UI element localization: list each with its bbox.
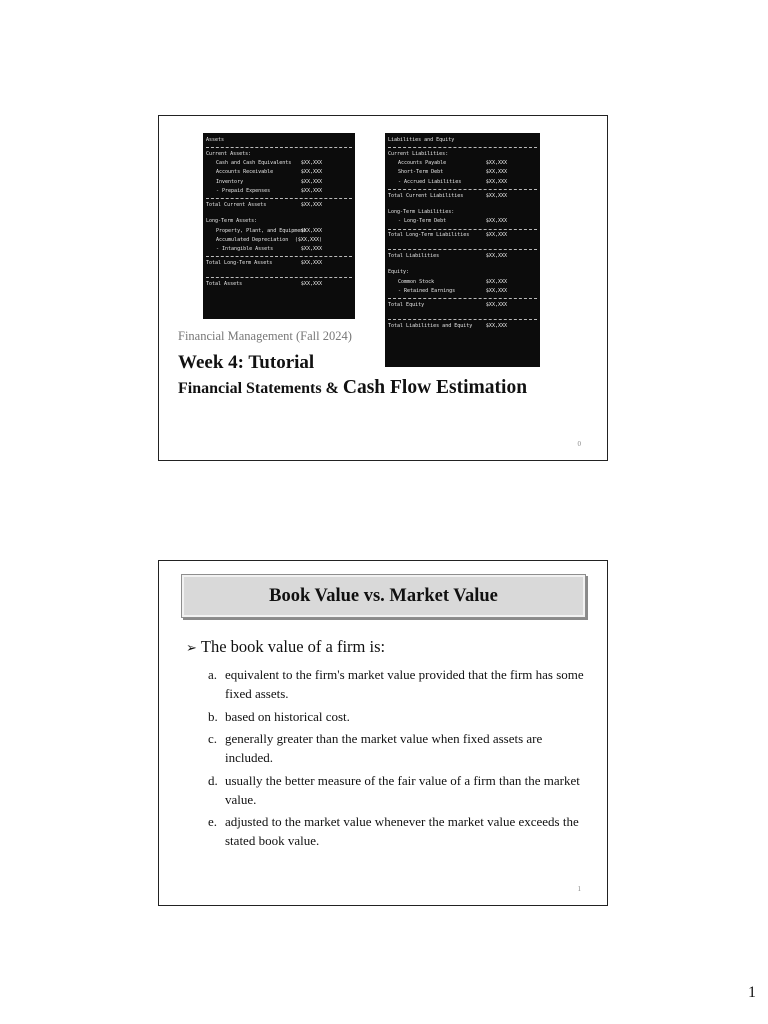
row-amount: $XX,XXX [485, 232, 507, 239]
slide-number: 0 [577, 440, 581, 448]
table-spacer [206, 268, 352, 275]
row-label: Total Long-Term Assets [206, 260, 273, 267]
row-amount: $XX,XXX [300, 260, 322, 267]
answer-option: b. based on historical cost. [208, 708, 350, 724]
table-spacer [206, 210, 352, 217]
table-row [388, 168, 537, 177]
answer-options [208, 665, 588, 854]
row-label: Long-Term Assets: [206, 218, 258, 225]
row-label: Current Assets: [206, 150, 252, 157]
table-row [206, 227, 352, 236]
row-label: Accounts Receivable [216, 169, 274, 176]
slide-title: Week 4: Tutorial [178, 352, 315, 373]
table-spacer [388, 201, 537, 208]
table-row [388, 322, 537, 331]
row-label: Total Assets [206, 280, 243, 287]
liabilities-equity-table-image [385, 133, 540, 367]
row-label: Short-Term Debt [398, 169, 444, 176]
row-label: Total Long-Term Liabilities [388, 232, 470, 239]
table-row [388, 231, 537, 240]
table-row [206, 245, 352, 254]
table-row [388, 287, 537, 296]
table-row [206, 178, 352, 187]
table-row [206, 236, 352, 245]
row-label: Accounts Payable [398, 160, 447, 167]
row-amount: $XX,XXX [300, 160, 322, 167]
table-row [388, 178, 537, 187]
row-amount: $XX,XXX [485, 160, 507, 167]
table-row [388, 159, 537, 168]
row-label: Property, Plant, and Equipment [216, 227, 307, 234]
table-row [206, 150, 352, 159]
row-label: Equity: [388, 269, 410, 276]
course-name: Financial Management (Fall 2024) [178, 329, 352, 343]
table-spacer [388, 261, 537, 268]
table-row [206, 159, 352, 168]
slide-1 [158, 115, 608, 461]
row-label: Current Liabilities: [388, 150, 449, 157]
row-amount: $XX,XXX [485, 169, 507, 176]
question-bullet [186, 637, 385, 657]
table-row [206, 187, 352, 196]
subtitle-part-2: Cash Flow Estimation [342, 377, 528, 398]
slide-title: Book Value vs. Market Value [269, 585, 498, 606]
table-row [206, 259, 352, 268]
row-label: Total Current Liabilities [388, 192, 464, 199]
row-amount: $XX,XXX [300, 246, 322, 253]
table-row [388, 268, 537, 277]
slide-number: 1 [577, 885, 581, 893]
arrow-bullet-icon: ➢ [186, 641, 197, 656]
table-row [388, 136, 537, 145]
row-label: Total Liabilities [388, 253, 440, 260]
row-label: Long-Term Liabilities: [388, 208, 455, 215]
row-amount: $XX,XXX [485, 178, 507, 185]
row-label: Cash and Cash Equivalents [216, 160, 292, 167]
row-label: Common Stock [398, 278, 435, 285]
table-row [206, 280, 352, 289]
row-amount: $XX,XXX [300, 188, 322, 195]
row-label: Assets [206, 137, 225, 143]
slide-subtitle [178, 377, 527, 399]
page-number: 1 [748, 984, 756, 1001]
row-amount: $XX,XXX [300, 169, 322, 176]
row-amount: $XX,XXX [485, 218, 507, 225]
answer-option: a. equivalent to the firm's market value provided that the firm has some fixed assets. [208, 667, 584, 701]
row-label: Accumulated Depreciation [216, 236, 289, 243]
table-row [388, 252, 537, 261]
answer-option: e. adjusted to the market value whenever the market value exceeds the stated book value. [208, 814, 579, 848]
row-amount: $XX,XXX [485, 192, 507, 199]
table-row [206, 168, 352, 177]
table-row [206, 201, 352, 210]
row-amount: $XX,XXX [300, 227, 322, 234]
row-amount: $XX,XXX [485, 322, 507, 329]
row-amount: ($XX,XXX) [294, 236, 322, 243]
row-label: Total Equity [388, 301, 425, 308]
table-row [206, 136, 352, 145]
row-label: - Intangible Assets [216, 246, 274, 253]
row-label: Total Liabilities and Equity [388, 322, 473, 329]
answer-option: c. generally greater than the market value when fixed assets are included. [208, 731, 543, 765]
table-spacer [388, 240, 537, 247]
row-label: - Prepaid Expenses [216, 188, 271, 195]
slide-2 [158, 560, 608, 906]
answer-option: d. usually the better measure of the fair value of a firm than the market value. [208, 772, 580, 807]
table-row [388, 217, 537, 226]
table-row [388, 278, 537, 287]
table-row [388, 192, 537, 201]
row-label: Liabilities and Equity [388, 137, 455, 143]
row-amount: $XX,XXX [300, 280, 322, 287]
slide-title-box [181, 574, 586, 618]
row-amount: $XX,XXX [485, 278, 507, 285]
table-spacer [388, 310, 537, 317]
table-row [388, 208, 537, 217]
row-label: - Accrued Liabilities [398, 178, 462, 185]
row-amount: $XX,XXX [485, 301, 507, 308]
table-row [206, 217, 352, 226]
table-row [388, 150, 537, 159]
assets-table-image [203, 133, 355, 319]
row-amount: $XX,XXX [300, 201, 322, 208]
row-label: - Retained Earnings [398, 287, 456, 294]
row-label: Inventory [216, 178, 244, 185]
row-label: - Long-Term Debt [398, 218, 447, 225]
row-amount: $XX,XXX [485, 253, 507, 260]
table-row [388, 301, 537, 310]
row-amount: $XX,XXX [300, 178, 322, 185]
question-text: The book value of a firm is: [200, 637, 386, 656]
subtitle-part-1: Financial Statements & [178, 380, 339, 397]
row-label: Total Current Assets [206, 201, 267, 208]
row-amount: $XX,XXX [485, 287, 507, 294]
